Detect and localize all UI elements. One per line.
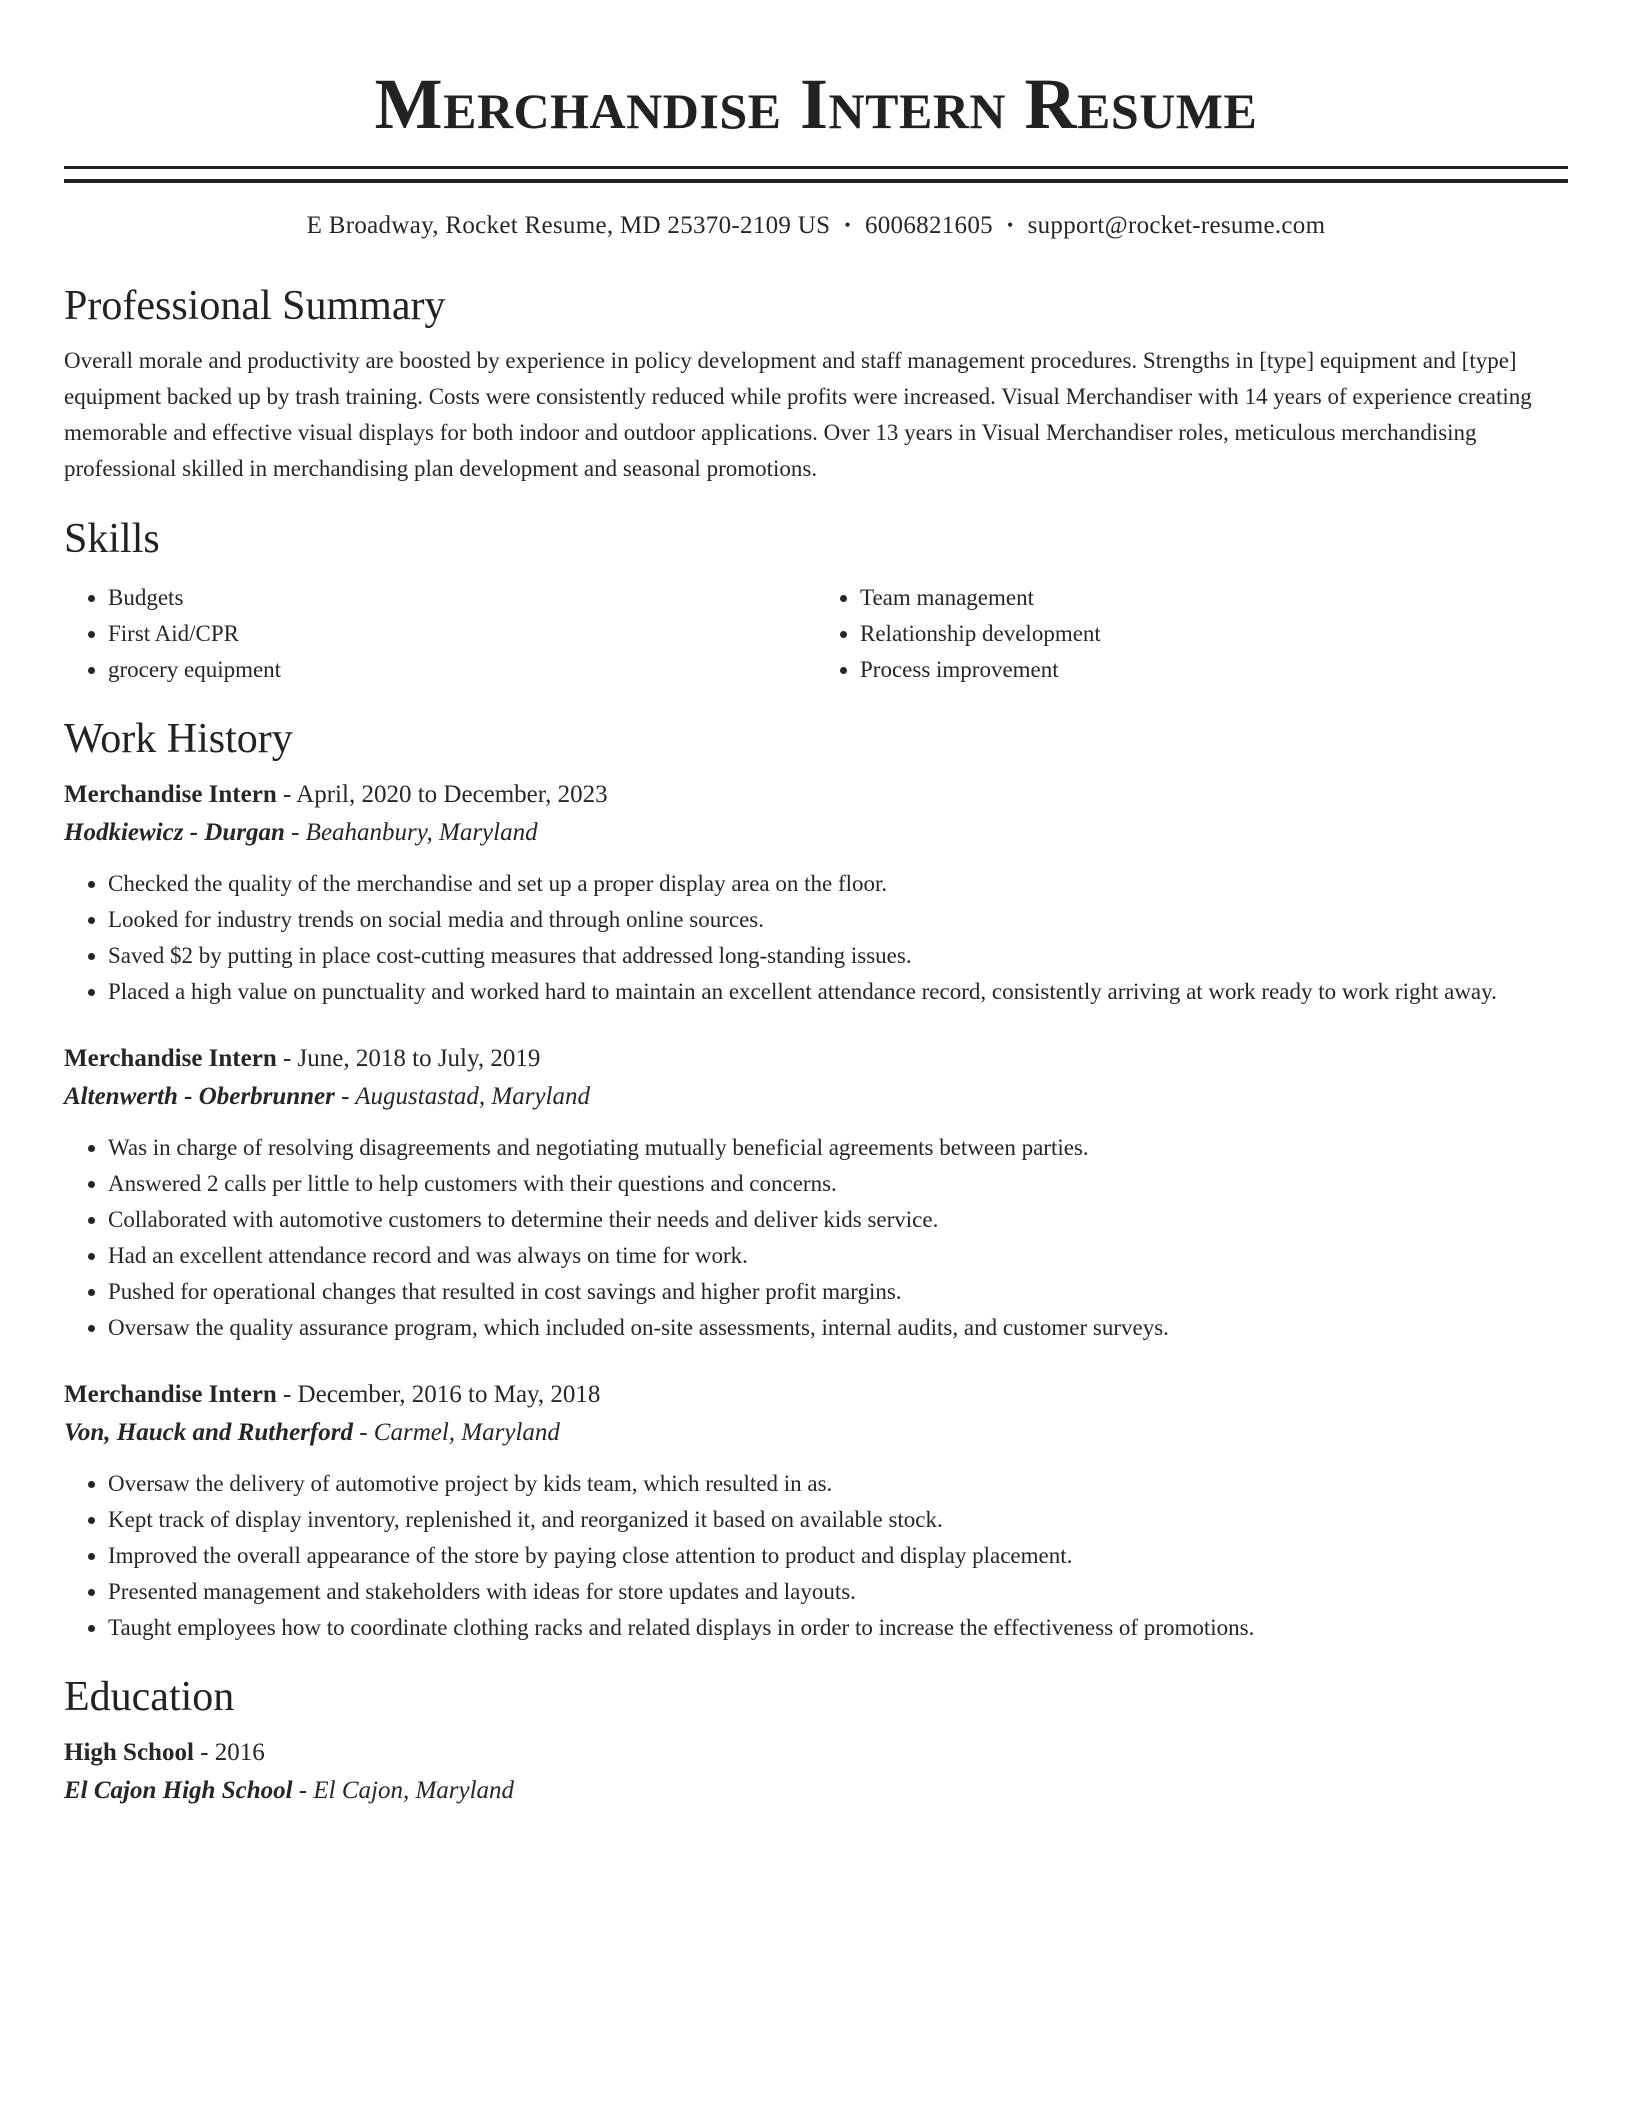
- resume-page: [64, 0, 1568, 1810]
- summary-text: Overall morale and productivity are boosted by experience in policy development and staff management procedures. Strengths in [type] equipment and [type] equipment backed up by trash training. Costs were consistently reduced while profits were increased. Visual Merchandiser with 14 years of experience creating memorable and effective visual displays for both indoor and outdoor applications. Over 13 years in Visual Merchandiser roles, meticulous merchandising professional skilled in merchandising plan development and seasonal promotions.: [64, 348, 1532, 481]
- job-location: - Beahanbury, Maryland: [291, 819, 538, 846]
- job-title-line: [64, 1376, 1568, 1414]
- contact-address: E Broadway, Rocket Resume, MD 25370-2109 US: [306, 212, 831, 239]
- skill-item: • grocery equipment: [108, 652, 816, 688]
- job-bullet: • Had an excellent attendance record and was always on time for work.: [108, 1238, 1568, 1274]
- job-bullet: • Kept track of display inventory, replenished it, and reorganized it based on available stock.: [108, 1502, 1568, 1538]
- job-location: - Carmel, Maryland: [359, 1419, 560, 1446]
- job-bullet: • Checked the quality of the merchandise and set up a proper display area on the floor.: [108, 866, 1568, 902]
- skill-item: • Relationship development: [860, 616, 1568, 652]
- job-dates: - June, 2018 to July, 2019: [282, 1045, 541, 1072]
- contact-line: [64, 208, 1568, 243]
- work-history-heading: Work History: [64, 716, 293, 762]
- skill-item: • Process improvement: [860, 652, 1568, 688]
- job-bullets: [64, 866, 1568, 1010]
- contact-separator: •: [1006, 215, 1014, 235]
- education-degree-line: [64, 1734, 1568, 1772]
- skills-list-right: [816, 580, 1568, 688]
- skill-item: • Budgets: [108, 580, 816, 616]
- job-bullet: • Oversaw the delivery of automotive project by kids team, which resulted in as.: [108, 1466, 1568, 1502]
- job-company: Altenwerth - Oberbrunner: [64, 1083, 335, 1110]
- contact-separator: •: [844, 215, 851, 235]
- job-bullet: • Looked for industry trends on social media and through online sources.: [108, 902, 1568, 938]
- job-location: - Augustastad, Maryland: [341, 1083, 590, 1110]
- job-title: Merchandise Intern: [64, 1381, 277, 1408]
- skills-list-left: [64, 580, 816, 688]
- education-year: - 2016: [200, 1739, 265, 1766]
- education-location: - El Cajon, Maryland: [298, 1777, 515, 1804]
- job-title: Merchandise Intern: [64, 1045, 277, 1072]
- job-title: Merchandise Intern: [64, 781, 277, 808]
- job-bullets: [64, 1130, 1568, 1346]
- title-double-rule: [64, 166, 1568, 183]
- job-bullet: • Answered 2 calls per little to help customers with their questions and concerns.: [108, 1166, 1568, 1202]
- skill-item: • First Aid/CPR: [108, 616, 816, 652]
- skills-heading: Skills: [64, 516, 160, 562]
- skill-item: • Team management: [860, 580, 1568, 616]
- job-bullet: • Taught employees how to coordinate clothing racks and related displays in order to increase the effectiveness of promotions.: [108, 1610, 1568, 1646]
- job-company: Hodkiewicz - Durgan: [64, 819, 285, 846]
- job-entry: [64, 776, 1568, 1010]
- job-company-line: [64, 814, 1568, 852]
- contact-email: support@rocket-resume.com: [1027, 212, 1326, 239]
- education-degree: High School: [64, 1739, 194, 1766]
- job-entry: [64, 1376, 1568, 1646]
- job-bullet: • Pushed for operational changes that resulted in cost savings and higher profit margins.: [108, 1274, 1568, 1310]
- job-bullet: • Placed a high value on punctuality and worked hard to maintain an excellent attendance record, consistently arriving at work ready to work right away.: [108, 974, 1568, 1010]
- job-bullet: • Presented management and stakeholders with ideas for store updates and layouts.: [108, 1574, 1568, 1610]
- contact-phone: 6006821605: [864, 212, 993, 239]
- job-bullets: [64, 1466, 1568, 1646]
- education-school: El Cajon High School: [64, 1777, 293, 1804]
- job-dates: - December, 2016 to May, 2018: [282, 1381, 601, 1408]
- job-company-line: [64, 1414, 1568, 1452]
- job-bullet: • Oversaw the quality assurance program, which included on-site assessments, internal audits, and customer surveys.: [108, 1310, 1568, 1346]
- job-bullet: • Improved the overall appearance of the store by paying close attention to product and display placement.: [108, 1538, 1568, 1574]
- job-company: Von, Hauck and Rutherford: [64, 1419, 353, 1446]
- job-dates: - April, 2020 to December, 2023: [282, 781, 608, 808]
- job-entry: [64, 1040, 1568, 1346]
- job-title-line: [64, 776, 1568, 814]
- job-bullet: • Collaborated with automotive customers to determine their needs and deliver kids service.: [108, 1202, 1568, 1238]
- education-school-line: [64, 1772, 1568, 1810]
- job-company-line: [64, 1078, 1568, 1116]
- skills-columns: [64, 580, 1568, 688]
- resume-title: Merchandise Intern Resume: [374, 64, 1258, 144]
- job-bullet: • Saved $2 by putting in place cost-cutting measures that addressed long-standing issues.: [108, 938, 1568, 974]
- summary-heading: Professional Summary: [64, 283, 446, 329]
- job-bullet: • Was in charge of resolving disagreements and negotiating mutually beneficial agreements between parties.: [108, 1130, 1568, 1166]
- job-title-line: [64, 1040, 1568, 1078]
- education-heading: Education: [64, 1674, 235, 1720]
